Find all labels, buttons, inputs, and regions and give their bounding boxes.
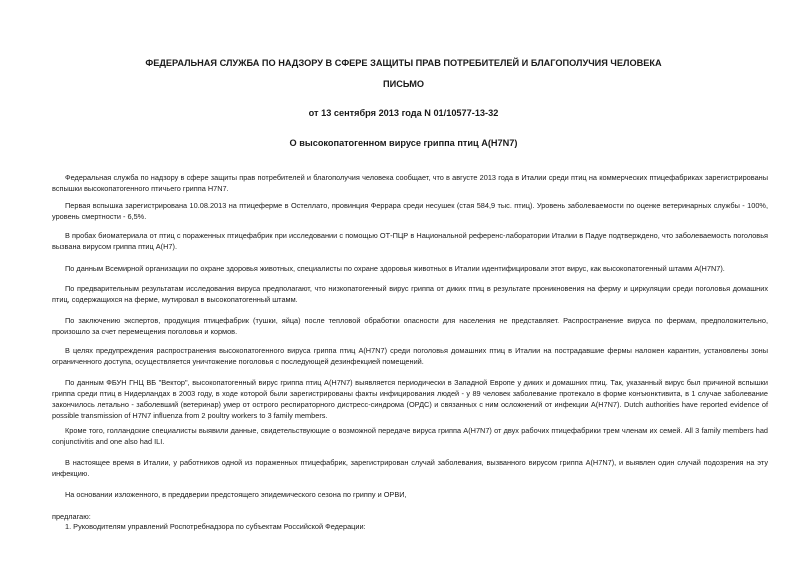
paragraph-1: Федеральная служба по надзору в сфере защиты прав потребителей и благополучия человека сообщает, что в августе 2013 года в Италии среди птиц на коммерческих птицефабриках зарегистрированы вспышки высокопатогенного птичьего гриппа H7N7. (52, 173, 768, 193)
paragraph-7: В целях предупреждения распространения высокопатогенного вируса гриппа птиц A(H7N7) среди поголовья домашних птиц в Италии на пострадавшие фермы наложен карантин, установлены зоны ограниченного доступа, осуществляется уничтожение поголовья с последующей дезинфекцией помещений. (52, 346, 768, 366)
document-type-heading: ПИСЬМО (382, 79, 425, 89)
paragraph-proposal: предлагаю: (52, 512, 91, 521)
paragraph-3: В пробах биоматериала от птиц с пораженных птицефабрик при исследовании с помощью ОТ-ПЦР в Национальной референс-лаборатории Италии в Падуе подтверждено, что заболеваемость поголовья вызвана вирусом гриппа птиц A(H7). (52, 231, 768, 251)
paragraph-2: Первая вспышка зарегистрирована 10.08.2013 на птицеферме в Остеллато, провинция Феррара среди несушек (стая 584,9 тыс. птиц). Уровень заболеваемости по оценке ветеринарных службы - 100%, уровень смертности - 6,5%. (52, 201, 768, 221)
paragraph-10: В настоящее время в Италии, у работников одной из пораженных птицефабрик, зарегистрирован случай заболевания, вызванного вирусом гриппа A(H7N7), и выявлен один случай подозрения на эту инфекцию. (52, 458, 768, 478)
paragraph-4: По данным Всемирной организации по охране здоровья животных, специалисты по охране здоровья животных в Италии идентифицировали этот вирус, как высокопатогенный штамм A(H7N7). (65, 264, 725, 273)
paragraph-11: На основании изложенного, в преддверии предстоящего эпидемического сезона по гриппу и ОРВИ, (65, 490, 407, 499)
paragraph-9: Кроме того, голландские специалисты выявили данные, свидетельствующие о возможной передаче вируса гриппа A(H7N7) от двух рабочих птицефабрики трем членам их семей. All 3 family members had conjunctivitis and one also had ILI. (52, 426, 768, 446)
paragraph-8: По данным ФБУН ГНЦ ВБ "Вектор", высокопатогенный вирус гриппа птиц A(H7N7) выявляется периодически в Западной Европе у диких и домашних птиц. Так, указанный вирус был причиной вспышки гриппа среди птиц в Нидерландах в 2003 году, в ходе которой были зарегистрированы факты инфицирования людей - у 89 человек заболевание протекало в форме конъюнктивита, в 1 случае заболевание закончилось летально - заболевший (ветеринар) умер от острого респираторного дистресс-синдрома (ОРДС) и связанных с ним осложнений от инфекции A(H7N7). Dutch authorities have reported evidence of possible transmission of H7N7 influenza from 2 poultry workers to 3 family members. (52, 378, 768, 420)
agency-heading: ФЕДЕРАЛЬНАЯ СЛУЖБА ПО НАДЗОРУ В СФЕРЕ ЗАЩИТЫ ПРАВ ПОТРЕБИТЕЛЕЙ И БЛАГОПОЛУЧИЯ ЧЕЛОВЕКА (145, 58, 662, 68)
paragraph-item-1: 1. Руководителям управлений Роспотребнадзора по субъектам Российской Федерации: (65, 522, 366, 531)
paragraph-6: По заключению экспертов, продукция птицефабрик (тушки, яйца) после тепловой обработки опасности для населения не представляет. Распространение вируса по фермам, предположительно, произошло за счет перемещения поголовья и кормов. (52, 316, 768, 336)
paragraph-5: По предварительным результатам исследования вируса предполагают, что низкопатогенный вирус гриппа от диких птиц в результате проникновения на ферму и циркуляции среди поголовья домашних птиц, содержащихся на ферме, мутировал в высокопатогенный штамм. (52, 284, 768, 304)
date-number-heading: от 13 сентября 2013 года N 01/10577-13-32 (308, 108, 499, 118)
subject-heading: О высокопатогенном вирусе гриппа птиц A(H7N7) (289, 138, 518, 148)
